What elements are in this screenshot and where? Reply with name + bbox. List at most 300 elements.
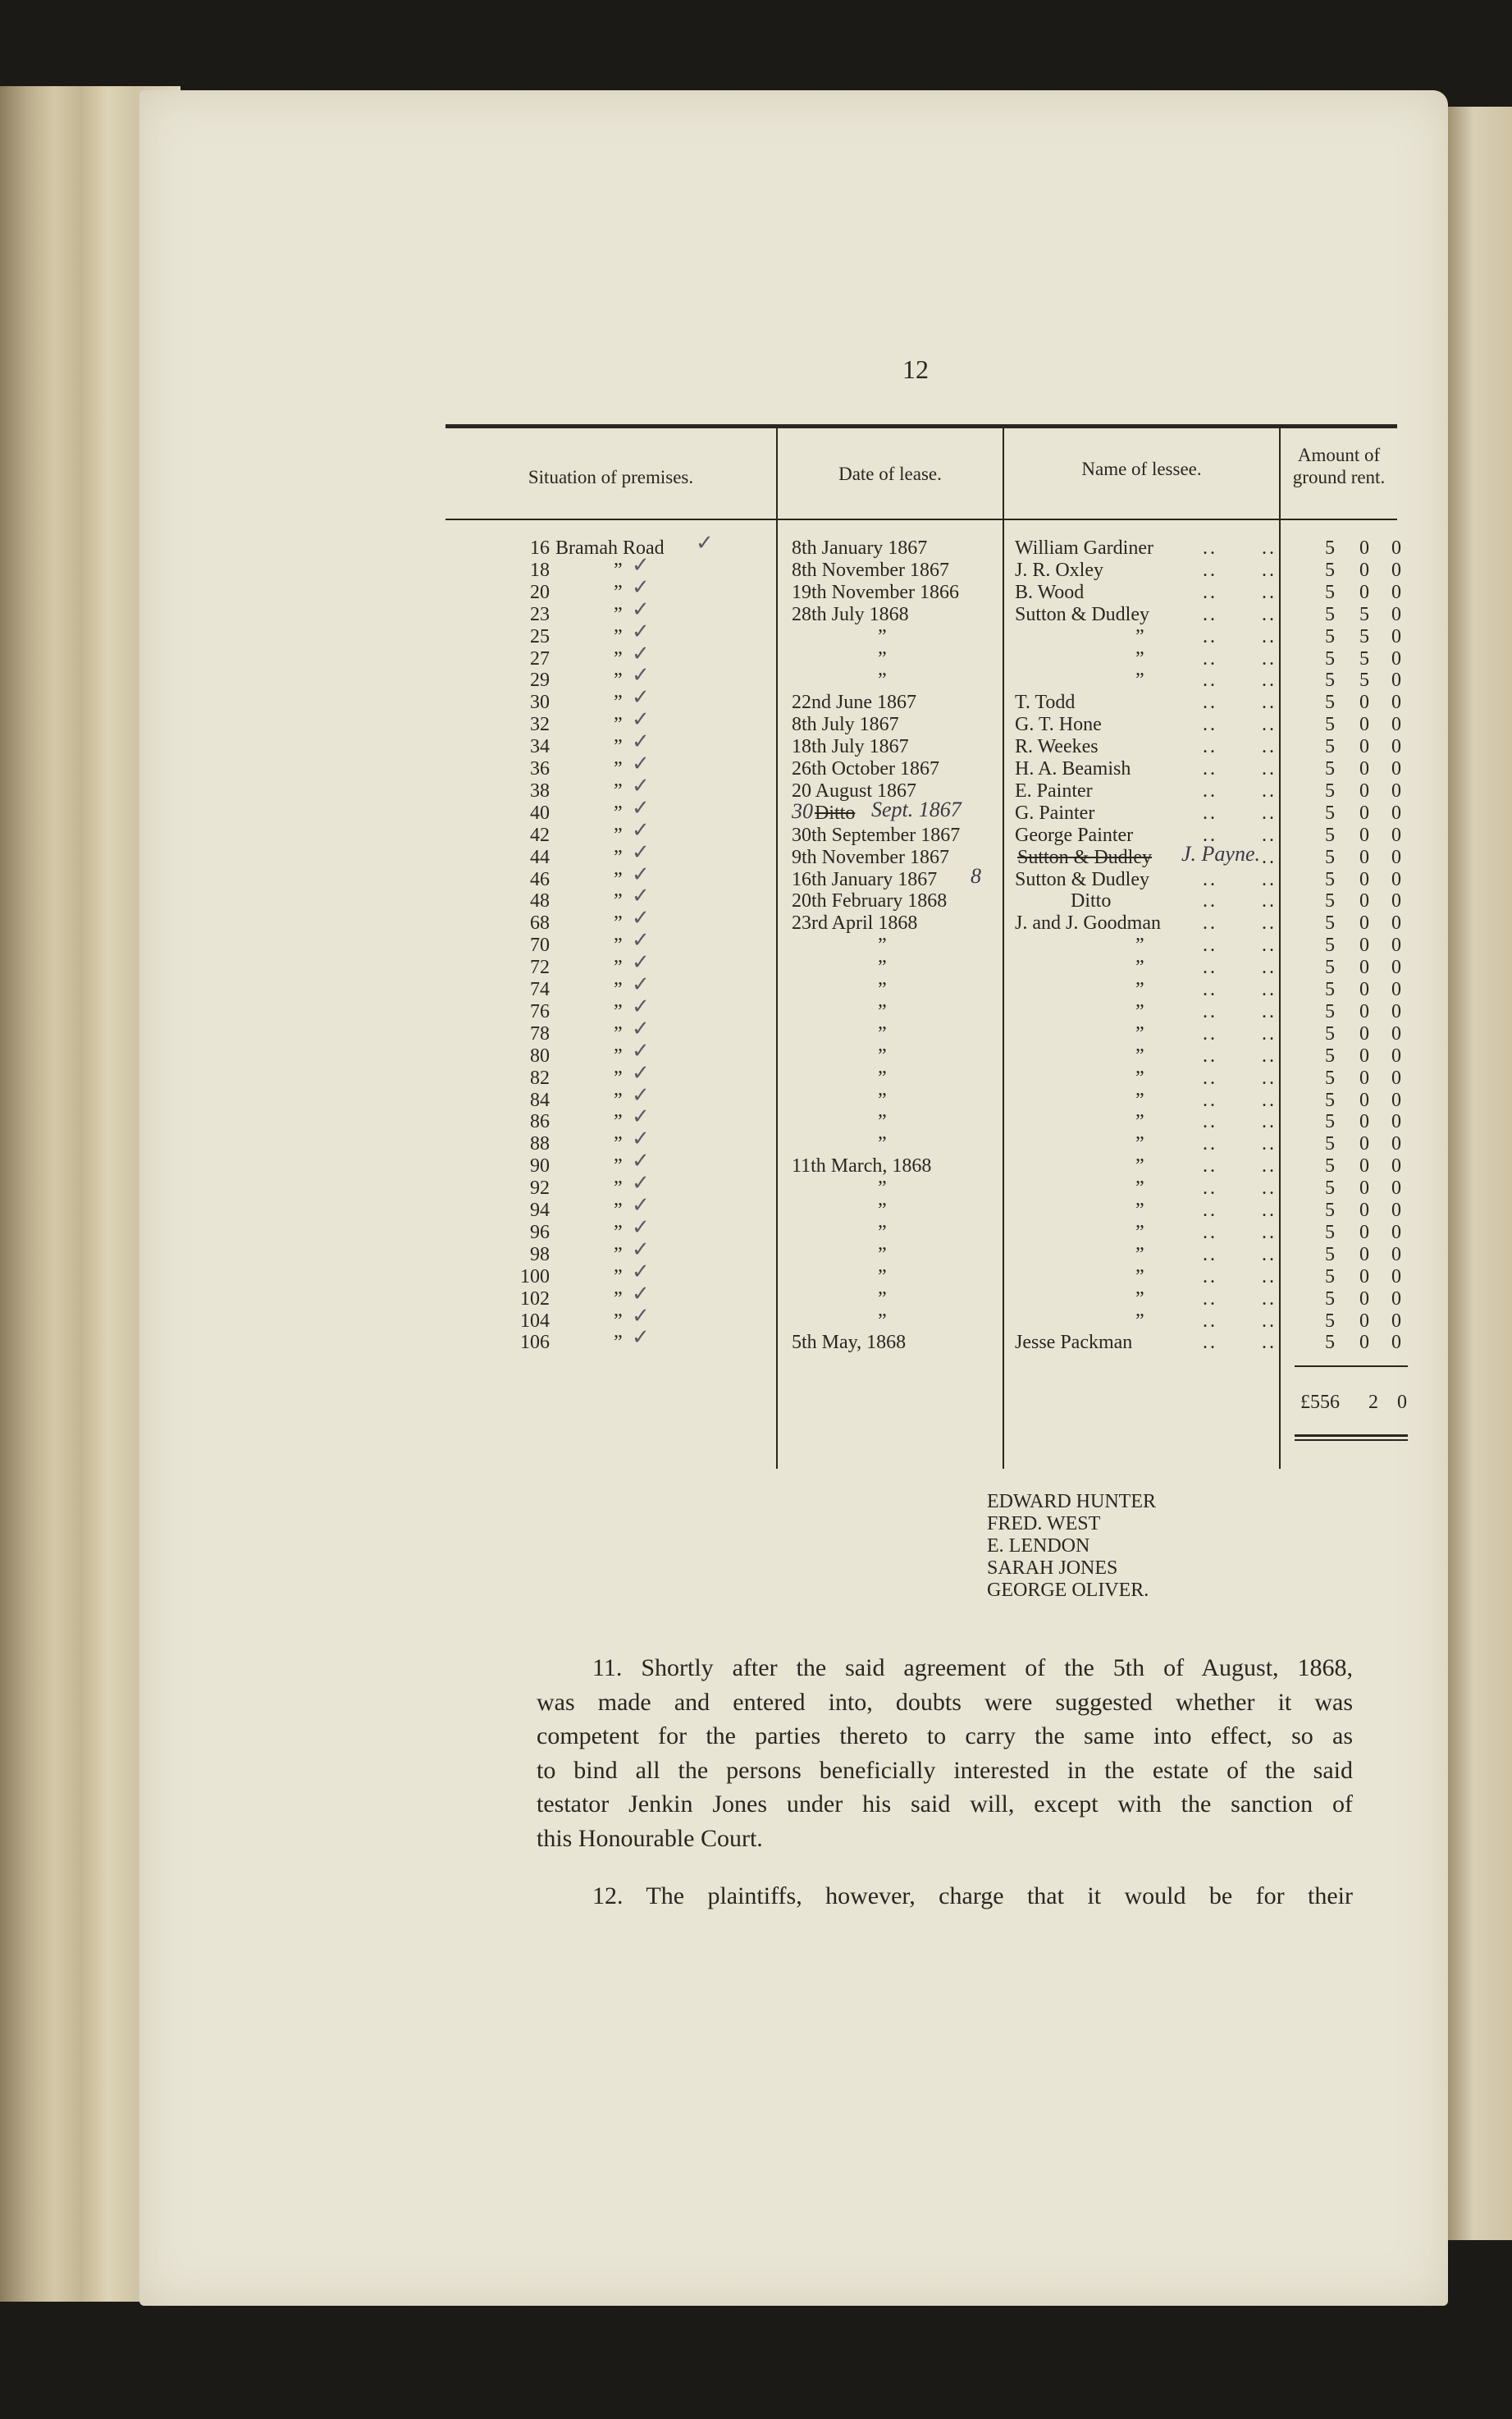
- next-page-edge: [1448, 107, 1512, 2240]
- leader-dots: ..: [1262, 692, 1277, 713]
- lessee-name: B. Wood: [1015, 582, 1085, 603]
- column-divider: [1279, 427, 1281, 1469]
- check-mark: ✓: [632, 972, 650, 997]
- rent-pounds: 5: [1325, 1155, 1335, 1177]
- leader-dots: ..: [1203, 1310, 1217, 1332]
- lease-date: 20th February 1868: [792, 890, 948, 912]
- ditto-mark: ”: [614, 1288, 623, 1310]
- rent-pounds: 5: [1325, 1023, 1335, 1045]
- check-mark: ✓: [632, 1304, 650, 1328]
- lease-date: 16th January 1867: [792, 869, 938, 890]
- premises-number: 94: [530, 1200, 550, 1221]
- leader-dots: ..: [1262, 1222, 1277, 1243]
- rent-shillings: 0: [1359, 1068, 1369, 1089]
- text-line: was made and entered into, doubts were suggested whether it was: [537, 1688, 1353, 1716]
- leader-dots: ..: [1203, 604, 1217, 625]
- rent-shillings: 0: [1359, 1177, 1369, 1199]
- ditto-mark: ”: [614, 1332, 623, 1353]
- lease-date: 11th March, 1868: [792, 1155, 932, 1177]
- check-mark: ✓: [632, 1083, 650, 1108]
- check-mark: ✓: [632, 729, 650, 754]
- rent-pounds: 5: [1325, 692, 1335, 713]
- ditto-mark: ”: [614, 1023, 623, 1045]
- leader-dots: ..: [1262, 1200, 1277, 1221]
- leader-dots: ..: [1262, 979, 1277, 1000]
- rent-pence: 0: [1391, 537, 1401, 559]
- leader-dots: ..: [1262, 1310, 1277, 1332]
- check-mark: ✓: [632, 575, 650, 600]
- lessee-name: William Gardiner: [1015, 537, 1153, 559]
- rent-pounds: 5: [1325, 1200, 1335, 1221]
- leader-dots: ..: [1262, 890, 1277, 912]
- leader-dots: ..: [1262, 1177, 1277, 1199]
- leader-dots: ..: [1262, 626, 1277, 647]
- check-mark: ✓: [696, 531, 714, 556]
- premises-number: 76: [530, 1001, 550, 1022]
- rent-pounds: 5: [1325, 626, 1335, 647]
- rent-shillings: 0: [1359, 1222, 1369, 1243]
- leader-dots: ..: [1262, 582, 1277, 603]
- leader-dots: ..: [1203, 1222, 1217, 1243]
- ditto-mark: ”: [614, 847, 623, 868]
- premises-number: 27: [530, 648, 550, 670]
- ditto-mark: ”: [614, 1222, 623, 1243]
- rent-shillings: 0: [1359, 582, 1369, 603]
- lessee-handwritten: J. Payne.: [1181, 842, 1261, 866]
- rent-pounds: 5: [1325, 582, 1335, 603]
- leader-dots: ..: [1262, 1023, 1277, 1045]
- leader-dots: ..: [1262, 648, 1277, 670]
- leader-dots: ..: [1262, 1133, 1277, 1155]
- rent-shillings: 0: [1359, 1288, 1369, 1310]
- rent-shillings: 5: [1359, 604, 1369, 625]
- leader-dots: ..: [1203, 979, 1217, 1000]
- leader-dots: ..: [1262, 935, 1277, 956]
- lessee-name: Sutton & Dudley: [1015, 869, 1150, 890]
- check-mark: ✓: [632, 862, 650, 887]
- signatory: EDWARD HUNTER: [987, 1491, 1156, 1512]
- leader-dots: ..: [1262, 869, 1277, 890]
- check-mark: ✓: [632, 1149, 650, 1173]
- ditto-mark: ”: [614, 1068, 623, 1089]
- total-rule: [1295, 1365, 1408, 1367]
- lessee-name: E. Painter: [1015, 780, 1093, 802]
- column-divider: [1003, 427, 1004, 1469]
- lessee-name: ”: [1135, 1177, 1144, 1199]
- leader-dots: ..: [1203, 935, 1217, 956]
- premises-number: 90: [530, 1155, 550, 1177]
- ditto-mark: ”: [614, 825, 623, 846]
- rent-shillings: 0: [1359, 736, 1369, 757]
- rent-shillings: 0: [1359, 714, 1369, 735]
- leader-dots: ..: [1262, 803, 1277, 824]
- premises-number: 100: [520, 1266, 550, 1287]
- premises-number: 104: [520, 1310, 550, 1332]
- ditto-mark: ”: [614, 780, 623, 802]
- text-line: to bind all the persons beneficially interested in the estate of the said: [537, 1756, 1353, 1784]
- rent-pounds: 5: [1325, 1244, 1335, 1265]
- rent-pence: 0: [1391, 912, 1401, 934]
- ditto-mark: ”: [614, 1177, 623, 1199]
- rent-pence: 0: [1391, 1310, 1401, 1332]
- ditto-mark: ”: [614, 560, 623, 581]
- leader-dots: ..: [1203, 714, 1217, 735]
- date-handwritten-prefix: 30: [792, 799, 813, 823]
- check-mark: ✓: [632, 840, 650, 865]
- lease-date: 28th July 1868: [792, 604, 909, 625]
- rent-pounds: 5: [1325, 847, 1335, 868]
- premises-number: 16: [530, 537, 550, 559]
- rent-pence: 0: [1391, 1001, 1401, 1022]
- leader-dots: ..: [1203, 1001, 1217, 1022]
- signatory: FRED. WEST: [987, 1513, 1101, 1534]
- lessee-name: Jesse Packman: [1015, 1332, 1133, 1353]
- rent-pounds: 5: [1325, 648, 1335, 670]
- lessee-name: Sutton & Dudley: [1015, 604, 1150, 625]
- rent-pounds: 5: [1325, 1310, 1335, 1332]
- leader-dots: ..: [1262, 957, 1277, 978]
- rent-pounds: 5: [1325, 1288, 1335, 1310]
- rent-pounds: 5: [1325, 803, 1335, 824]
- rent-pence: 0: [1391, 825, 1401, 846]
- leader-dots: ..: [1262, 1244, 1277, 1265]
- signatory: E. LENDON: [987, 1535, 1090, 1557]
- rent-shillings: 5: [1359, 648, 1369, 670]
- ditto-mark: ”: [614, 670, 623, 691]
- rent-shillings: 0: [1359, 1244, 1369, 1265]
- lease-date: ”: [878, 935, 887, 956]
- ditto-mark: ”: [614, 758, 623, 780]
- rent-pence: 0: [1391, 1266, 1401, 1287]
- premises-number: 92: [530, 1177, 550, 1199]
- header-bottom-rule: [445, 519, 1397, 520]
- lessee-name: ”: [1135, 1244, 1144, 1265]
- rent-shillings: 0: [1359, 1023, 1369, 1045]
- check-mark: ✓: [632, 774, 650, 798]
- ditto-mark: ”: [614, 582, 623, 603]
- check-mark: ✓: [632, 707, 650, 732]
- rent-pounds: 5: [1325, 1111, 1335, 1132]
- ditto-mark: ”: [614, 1001, 623, 1022]
- leader-dots: ..: [1262, 670, 1277, 691]
- leader-dots: ..: [1203, 1332, 1217, 1353]
- leader-dots: ..: [1262, 912, 1277, 934]
- lessee-name: ”: [1135, 626, 1144, 647]
- leader-dots: ..: [1203, 758, 1217, 780]
- lessee-name: T. Todd: [1015, 692, 1076, 713]
- lessee-name: ”: [1135, 979, 1144, 1000]
- lease-date: ”: [878, 1288, 887, 1310]
- rent-pence: 0: [1391, 1111, 1401, 1132]
- leader-dots: ..: [1262, 1332, 1277, 1353]
- premises-number: 82: [530, 1068, 550, 1089]
- leader-dots: ..: [1203, 1200, 1217, 1221]
- rent-pence: 0: [1391, 582, 1401, 603]
- rent-pounds: 5: [1325, 714, 1335, 735]
- lease-date: ”: [878, 1001, 887, 1022]
- header-rent-line2: ground rent.: [1292, 467, 1386, 487]
- rent-pence: 0: [1391, 736, 1401, 757]
- lessee-name: ”: [1135, 1068, 1144, 1089]
- date-struck: Ditto: [815, 803, 856, 824]
- lease-date: ”: [878, 1045, 887, 1067]
- check-mark: ✓: [632, 1237, 650, 1262]
- lessee-name: ”: [1135, 957, 1144, 978]
- rent-pounds: 5: [1325, 1133, 1335, 1155]
- rent-pounds: 5: [1325, 825, 1335, 846]
- leader-dots: ..: [1203, 1177, 1217, 1199]
- rent-pence: 0: [1391, 957, 1401, 978]
- lease-date: 8th November 1867: [792, 560, 949, 581]
- ditto-mark: ”: [614, 714, 623, 735]
- leader-dots: ..: [1203, 780, 1217, 802]
- leader-dots: ..: [1203, 1045, 1217, 1067]
- rent-pence: 0: [1391, 803, 1401, 824]
- leader-dots: ..: [1203, 869, 1217, 890]
- rent-shillings: 0: [1359, 935, 1369, 956]
- ditto-mark: ”: [614, 1244, 623, 1265]
- rent-pounds: 5: [1325, 1222, 1335, 1243]
- rent-pounds: 5: [1325, 1001, 1335, 1022]
- ditto-mark: ”: [614, 1310, 623, 1332]
- leader-dots: ..: [1203, 803, 1217, 824]
- leader-dots: ..: [1262, 1266, 1277, 1287]
- leader-dots: ..: [1262, 847, 1277, 868]
- rent-pence: 0: [1391, 780, 1401, 802]
- check-mark: ✓: [632, 1061, 650, 1086]
- leader-dots: ..: [1262, 537, 1277, 559]
- rent-pence: 0: [1391, 714, 1401, 735]
- lessee-name: ”: [1135, 1023, 1144, 1045]
- rent-pence: 0: [1391, 1244, 1401, 1265]
- lease-date: 23rd April 1868: [792, 912, 918, 934]
- rent-pounds: 5: [1325, 604, 1335, 625]
- paragraph-11: [537, 1651, 1353, 1855]
- leader-dots: ..: [1203, 957, 1217, 978]
- rent-pence: 0: [1391, 670, 1401, 691]
- lessee-name: G. Painter: [1015, 803, 1095, 824]
- lease-date: 9th November 1867: [792, 847, 949, 868]
- leader-dots: ..: [1262, 1068, 1277, 1089]
- ditto-mark: ”: [614, 912, 623, 934]
- rent-shillings: 0: [1359, 1111, 1369, 1132]
- premises-number: 78: [530, 1023, 550, 1045]
- rent-pounds: 5: [1325, 979, 1335, 1000]
- ditto-mark: ”: [614, 1266, 623, 1287]
- lease-date: ”: [878, 1200, 887, 1221]
- check-mark: ✓: [632, 906, 650, 931]
- ditto-mark: ”: [614, 1155, 623, 1177]
- leader-dots: ..: [1203, 912, 1217, 934]
- check-mark: ✓: [632, 1325, 650, 1350]
- total-double-rule: [1295, 1434, 1408, 1437]
- check-mark: ✓: [632, 950, 650, 975]
- premises-street: Bramah Road: [555, 537, 665, 559]
- premises-number: 96: [530, 1222, 550, 1243]
- leader-dots: ..: [1203, 1133, 1217, 1155]
- premises-number: 18: [530, 560, 550, 581]
- rent-pence: 0: [1391, 935, 1401, 956]
- ditto-mark: ”: [614, 935, 623, 956]
- check-mark: ✓: [632, 1171, 650, 1196]
- rent-pence: 0: [1391, 979, 1401, 1000]
- lessee-name: ”: [1135, 1001, 1144, 1022]
- document-page: [139, 90, 1448, 2306]
- check-mark: ✓: [632, 1260, 650, 1284]
- rent-pence: 0: [1391, 1045, 1401, 1067]
- rent-pounds: 5: [1325, 1090, 1335, 1111]
- leader-dots: ..: [1203, 1288, 1217, 1310]
- lease-date: ”: [878, 626, 887, 647]
- lessee-name: George Painter: [1015, 825, 1134, 846]
- ditto-mark: ”: [614, 979, 623, 1000]
- premises-number: 102: [520, 1288, 550, 1310]
- lease-date: ”: [878, 1266, 887, 1287]
- rent-pounds: 5: [1325, 912, 1335, 934]
- rent-pounds: 5: [1325, 537, 1335, 559]
- leader-dots: ..: [1262, 560, 1277, 581]
- leader-dots: ..: [1203, 1023, 1217, 1045]
- premises-number: 23: [530, 604, 550, 625]
- leader-dots: ..: [1203, 890, 1217, 912]
- ditto-mark: ”: [614, 1111, 623, 1132]
- lease-date: ”: [878, 1133, 887, 1155]
- rent-pounds: 5: [1325, 736, 1335, 757]
- premises-number: 84: [530, 1090, 550, 1111]
- premises-number: 46: [530, 869, 550, 890]
- check-mark: ✓: [632, 796, 650, 821]
- page-number: 12: [902, 354, 929, 384]
- leader-dots: ..: [1262, 1288, 1277, 1310]
- premises-number: 88: [530, 1133, 550, 1155]
- lessee-name: J. and J. Goodman: [1015, 912, 1161, 934]
- rent-shillings: 0: [1359, 1045, 1369, 1067]
- rent-pounds: 5: [1325, 1332, 1335, 1353]
- lessee-name: G. T. Hone: [1015, 714, 1102, 735]
- lessee-name: Ditto: [1071, 890, 1112, 912]
- lease-date: 8th January 1867: [792, 537, 928, 559]
- leader-dots: ..: [1203, 736, 1217, 757]
- rent-shillings: 0: [1359, 537, 1369, 559]
- premises-number: 80: [530, 1045, 550, 1067]
- ditto-mark: ”: [614, 869, 623, 890]
- check-mark: ✓: [632, 995, 650, 1019]
- total-pounds: £556: [1300, 1392, 1340, 1413]
- premises-number: 98: [530, 1244, 550, 1265]
- premises-number: 38: [530, 780, 550, 802]
- lessee-struck: Sutton & Dudley: [1017, 847, 1153, 868]
- premises-number: 44: [530, 847, 550, 868]
- lease-date: ”: [878, 1244, 887, 1265]
- premises-number: 36: [530, 758, 550, 780]
- leader-dots: ..: [1262, 825, 1277, 846]
- lease-date: 5th May, 1868: [792, 1332, 907, 1353]
- signatory: GEORGE OLIVER.: [987, 1580, 1149, 1601]
- rent-pounds: 5: [1325, 890, 1335, 912]
- lessee-name: ”: [1135, 1266, 1144, 1287]
- leader-dots: ..: [1262, 604, 1277, 625]
- premises-number: 74: [530, 979, 550, 1000]
- leader-dots: ..: [1203, 1266, 1217, 1287]
- leader-dots: ..: [1203, 670, 1217, 691]
- lease-date: ”: [878, 1111, 887, 1132]
- leader-dots: ..: [1203, 560, 1217, 581]
- leader-dots: ..: [1203, 582, 1217, 603]
- rent-pence: 0: [1391, 1023, 1401, 1045]
- rent-pence: 0: [1391, 1177, 1401, 1199]
- ditto-mark: ”: [614, 736, 623, 757]
- lease-date: ”: [878, 1090, 887, 1111]
- rent-pence: 0: [1391, 604, 1401, 625]
- text-line: this Honourable Court.: [537, 1824, 763, 1852]
- lessee-name: ”: [1135, 1222, 1144, 1243]
- leader-dots: ..: [1203, 648, 1217, 670]
- lessee-name: ”: [1135, 670, 1144, 691]
- rent-shillings: 5: [1359, 626, 1369, 647]
- rent-pounds: 5: [1325, 957, 1335, 978]
- rent-shillings: 0: [1359, 1200, 1369, 1221]
- rent-pounds: 5: [1325, 670, 1335, 691]
- header-rent-line1: Amount of: [1297, 445, 1381, 465]
- rent-shillings: 0: [1359, 1155, 1369, 1177]
- ditto-mark: ”: [614, 957, 623, 978]
- date-handwritten: Sept. 1867: [871, 798, 962, 821]
- premises-number: 40: [530, 803, 550, 824]
- rent-pence: 0: [1391, 1090, 1401, 1111]
- column-divider: [776, 427, 778, 1469]
- premises-number: 32: [530, 714, 550, 735]
- rent-pence: 0: [1391, 847, 1401, 868]
- rent-pounds: 5: [1325, 1068, 1335, 1089]
- leader-dots: ..: [1203, 1244, 1217, 1265]
- signatory: SARAH JONES: [987, 1557, 1118, 1579]
- lessee-name: ”: [1135, 1310, 1144, 1332]
- ditto-mark: ”: [614, 626, 623, 647]
- lease-date: 20 August 1867: [792, 780, 917, 802]
- check-mark: ✓: [632, 1215, 650, 1240]
- leader-dots: ..: [1262, 1155, 1277, 1177]
- rent-pence: 0: [1391, 1288, 1401, 1310]
- premises-number: 106: [520, 1332, 550, 1353]
- date-correction-handwritten: 8: [971, 864, 981, 888]
- rent-shillings: 0: [1359, 1332, 1369, 1353]
- lessee-name: ”: [1135, 648, 1144, 670]
- leader-dots: ..: [1203, 537, 1217, 559]
- lease-date: ”: [878, 1222, 887, 1243]
- leader-dots: ..: [1262, 1090, 1277, 1111]
- leader-dots: ..: [1203, 692, 1217, 713]
- text-line: testator Jenkin Jones under his said will, except with the sanction of: [537, 1790, 1353, 1818]
- paragraph-12: [537, 1879, 1353, 1914]
- ditto-mark: ”: [614, 1090, 623, 1111]
- ditto-mark: ”: [614, 1200, 623, 1221]
- lessee-name: ”: [1135, 935, 1144, 956]
- text-line: competent for the parties thereto to carry the same into effect, so as: [537, 1722, 1353, 1749]
- check-mark: ✓: [632, 884, 650, 908]
- rent-shillings: 0: [1359, 1090, 1369, 1111]
- leader-dots: ..: [1203, 1155, 1217, 1177]
- rent-pence: 0: [1391, 692, 1401, 713]
- leader-dots: ..: [1203, 1111, 1217, 1132]
- lessee-name: ”: [1135, 1111, 1144, 1132]
- lease-date: ”: [878, 670, 887, 691]
- leader-dots: ..: [1262, 1111, 1277, 1132]
- rent-shillings: 0: [1359, 1133, 1369, 1155]
- total-pence: 0: [1397, 1392, 1407, 1413]
- ditto-mark: ”: [614, 890, 623, 912]
- rent-pence: 0: [1391, 1222, 1401, 1243]
- rent-pence: 0: [1391, 1133, 1401, 1155]
